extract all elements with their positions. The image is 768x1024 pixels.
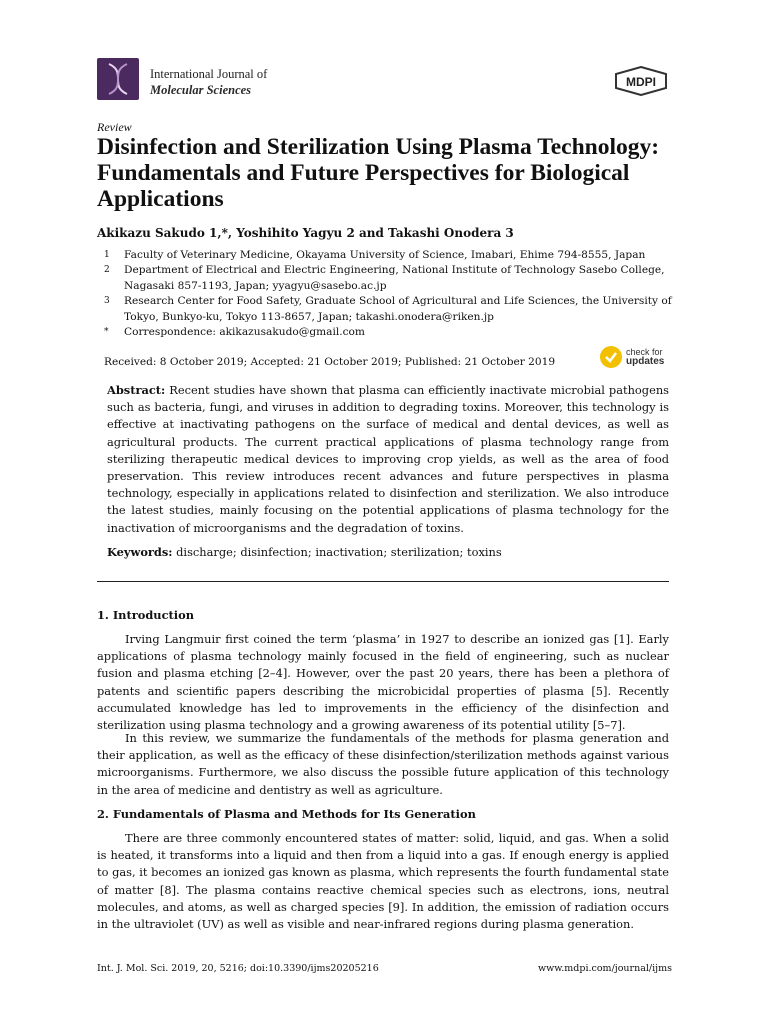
affiliation-3: 3 Research Center for Food Safety, Graduate School of Agricultural and Life Sciences, the University of Tokyo, Bunkyo-ku, Tokyo 113-8657, Japan; takashi.onodera@riken.jp [104,295,672,323]
intro-paragraph-2: In this review, we summarize the fundamentals of the methods for plasma generation and their application, as well as the efficacy of these disinfection/sterilization methods against various microorganisms. Furthermore, we also discuss the possible future application of this technology in the area of medicine and dentistry as well as agriculture. [97,731,669,797]
section-heading-introduction: 1. Introduction [97,608,194,622]
abstract-text: Recent studies have shown that plasma can efficiently inactivate microbial pathogens such as bacteria, fungi, and viruses in addition to degrading toxins. Moreover, this technology is effective at inactivating pathogens on the surface of medical and dental devices, as well as agricultural products. The current practical applications of plasma technology range from sterilizing therapeutic medical devices to improving crop yields, as well as the area of food preservation. This review introduces recent advances and future perspectives in plasma technology, especially in applications related to disinfection and sterilization. We also introduce the latest studies, mainly focusing on the potential applications of plasma technology for the inactivation of microorganisms and the degradation of toxins. [107,383,670,535]
footer-journal-link[interactable]: www.mdpi.com/journal/ijms [538,963,672,974]
abstract-label: Abstract: [107,383,166,397]
affiliations [104,248,684,340]
journal-line1: International Journal of [150,67,268,81]
fundamentals-paragraph-1: There are three commonly encountered states of matter: solid, liquid, and gas. When a solid is heated, it transforms into a liquid and then from a liquid into a gas. If enough energy is applied to gas, it becomes an ionized gas known as plasma, which represents the fourth fundamental state of matter [8]. The plasma contains reactive chemical species such as electrons, ions, neutral molecules, and atoms, as well as charged species [9]. In addition, the emission of radiation occurs in the ultraviolet (UV) as well as visible and near-infrared regions during plasma generation. [97,831,669,932]
intro-paragraph-1: Irving Langmuir first coined the term ‘plasma’ in 1927 to describe an ionized gas [1]. Early applications of plasma technology mainly focused in the field of engineering, such as nuclear fusion and plasma etching [2–4]. However, over the past 20 years, there has been a plethora of patents and scientific papers describing the microbicidal properties of plasma [5]. Recently accumulated knowledge has led to improvements in the efficiency of the disinfection and sterilization using plasma technology and a growing awareness of its potential utility [5–7]. [97,632,669,733]
keywords-text: discharge; disinfection; inactivation; sterilization; toxins [176,545,502,559]
article-type: Review [97,120,132,134]
paper-title: Disinfection and Sterilization Using Plasma Technology: Fundamentals and Future Perspectives for Biological Applications [97,134,660,212]
check-updates-icon [600,346,622,368]
correspondence: * Correspondence: akikazusakudo@gmail.com [104,326,365,339]
footer-citation: Int. J. Mol. Sci. 2019, 20, 5216; doi:10.3390/ijms20205216 [97,963,379,974]
publication-dates: Received: 8 October 2019; Accepted: 21 October 2019; Published: 21 October 2019 [104,356,556,368]
check-updates-label: check for updates [626,347,665,367]
keywords-label: Keywords: [107,545,173,559]
journal-line2: Molecular Sciences [150,83,252,97]
section-divider [97,581,669,582]
check-for-updates-button[interactable] [600,346,664,368]
abstract [107,382,669,537]
author-list: Akikazu Sakudo 1,*, Yoshihito Yagyu 2 and Takashi Onodera 3 [97,226,514,240]
affiliation-1: 1 Faculty of Veterinary Medicine, Okayama University of Science, Imabari, Ehime 794-8555, Japan [104,249,646,261]
publisher-label: MDPI [626,75,656,89]
section-heading-fundamentals: 2. Fundamentals of Plasma and Methods for Its Generation [97,807,476,821]
affiliation-2: 2 Department of Electrical and Electric Engineering, National Institute of Technology Sasebo College, Nagasaki 857-1193, Japan; yyagyu@sasebo.ac.jp [104,264,665,292]
mdpi-logo [614,66,668,96]
journal-name [150,66,267,98]
keywords [107,545,502,559]
journal-logo [97,58,139,100]
dna-icon [97,58,139,100]
